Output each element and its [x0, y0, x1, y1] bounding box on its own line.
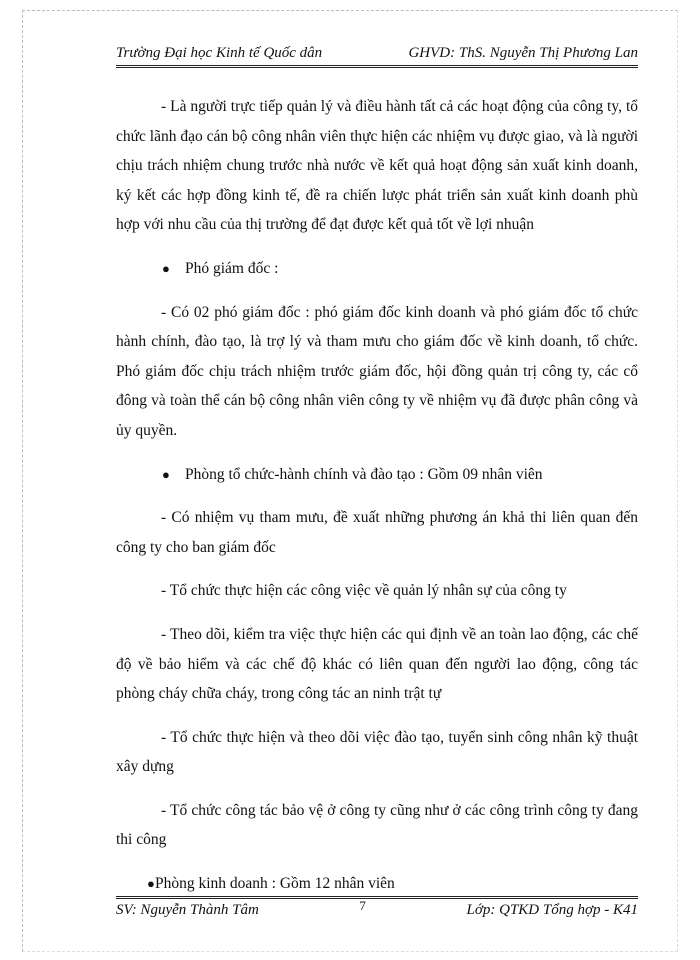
- paragraph-admin-safety: - Theo dõi, kiểm tra việc thực hiện các qui định về an toàn lao động, các chế độ về bảo hiểm và các chế độ khác có liên quan đến người lao động, công tác phòng cháy chữa cháy, trong công tác an ninh trật tự: [116, 625, 638, 703]
- paragraph-admin-training: - Tổ chức thực hiện và theo dõi việc đào tạo, tuyển sinh công nhân kỹ thuật xây dựng: [116, 728, 638, 776]
- paragraph-director-duties: - Là người trực tiếp quản lý và điều hành tất cả các hoạt động của công ty, tổ chức lãnh đạo cán bộ công nhân viên thực hiện các nhiệm vụ được giao, và là người chịu trách nhiệm chung trước nhà nước về kết quả hoạt động sản xuất kinh doanh, ký kết các hợp đồng kinh tế, đề ra chiến lược phát triển sản xuất kinh doanh phù hợp với nhu cầu của thị trường để đạt được kết quả tốt về lợi nhuận: [116, 98, 638, 234]
- page-header: [116, 38, 638, 68]
- bullet-label: Phòng tổ chức-hành chính và đào tạo : Gồm 09 nhân viên: [185, 465, 543, 483]
- document-body: [116, 92, 638, 913]
- header-school: Trường Đại học Kinh tế Quốc dân: [116, 45, 323, 61]
- footer-class: Lớp: QTKD Tổng hợp - K41: [466, 902, 638, 918]
- page-footer: [116, 896, 638, 924]
- page-number: 7: [359, 898, 366, 913]
- paragraph-deputy-duties: - Có 02 phó giám đốc : phó giám đốc kinh doanh và phó giám đốc tổ chức hành chính, đào tạo, là trợ lý và tham mưu cho giám đốc về kinh doanh, tổ chức. Phó giám đốc chịu trách nhiệm trước giám đốc, hội đồng quản trị công ty, các cổ đông và toàn thể cán bộ công nhân viên công ty về nhiệm vụ đã được phân công và ủy quyền.: [116, 303, 638, 439]
- bullet-label: Phòng kinh doanh : Gồm 12 nhân viên: [155, 875, 395, 893]
- bullet-admin-department: [116, 460, 638, 490]
- paragraph-admin-hr: - Tổ chức thực hiện các công việc về quản lý nhân sự của công ty: [161, 582, 567, 600]
- bullet-label: Phó giám đốc :: [185, 259, 279, 277]
- paragraph-admin-security: - Tổ chức công tác bảo vệ ở công ty cũng như ở các công trình công ty đang thi công: [116, 801, 638, 849]
- bullet-business-department: [116, 869, 638, 899]
- bullet-icon: ●: [162, 466, 170, 482]
- bullet-deputy-director: [116, 254, 638, 284]
- footer-student: SV: Nguyễn Thành Tâm: [116, 902, 259, 918]
- header-instructor: GHVD: ThS. Nguyễn Thị Phương Lan: [408, 45, 638, 61]
- paragraph-admin-advise: - Có nhiệm vụ tham mưu, đề xuất những phương án khả thi liên quan đến công ty cho ban giám đốc: [116, 509, 638, 556]
- bullet-icon: ●: [162, 260, 170, 276]
- bullet-icon: ●: [147, 876, 155, 892]
